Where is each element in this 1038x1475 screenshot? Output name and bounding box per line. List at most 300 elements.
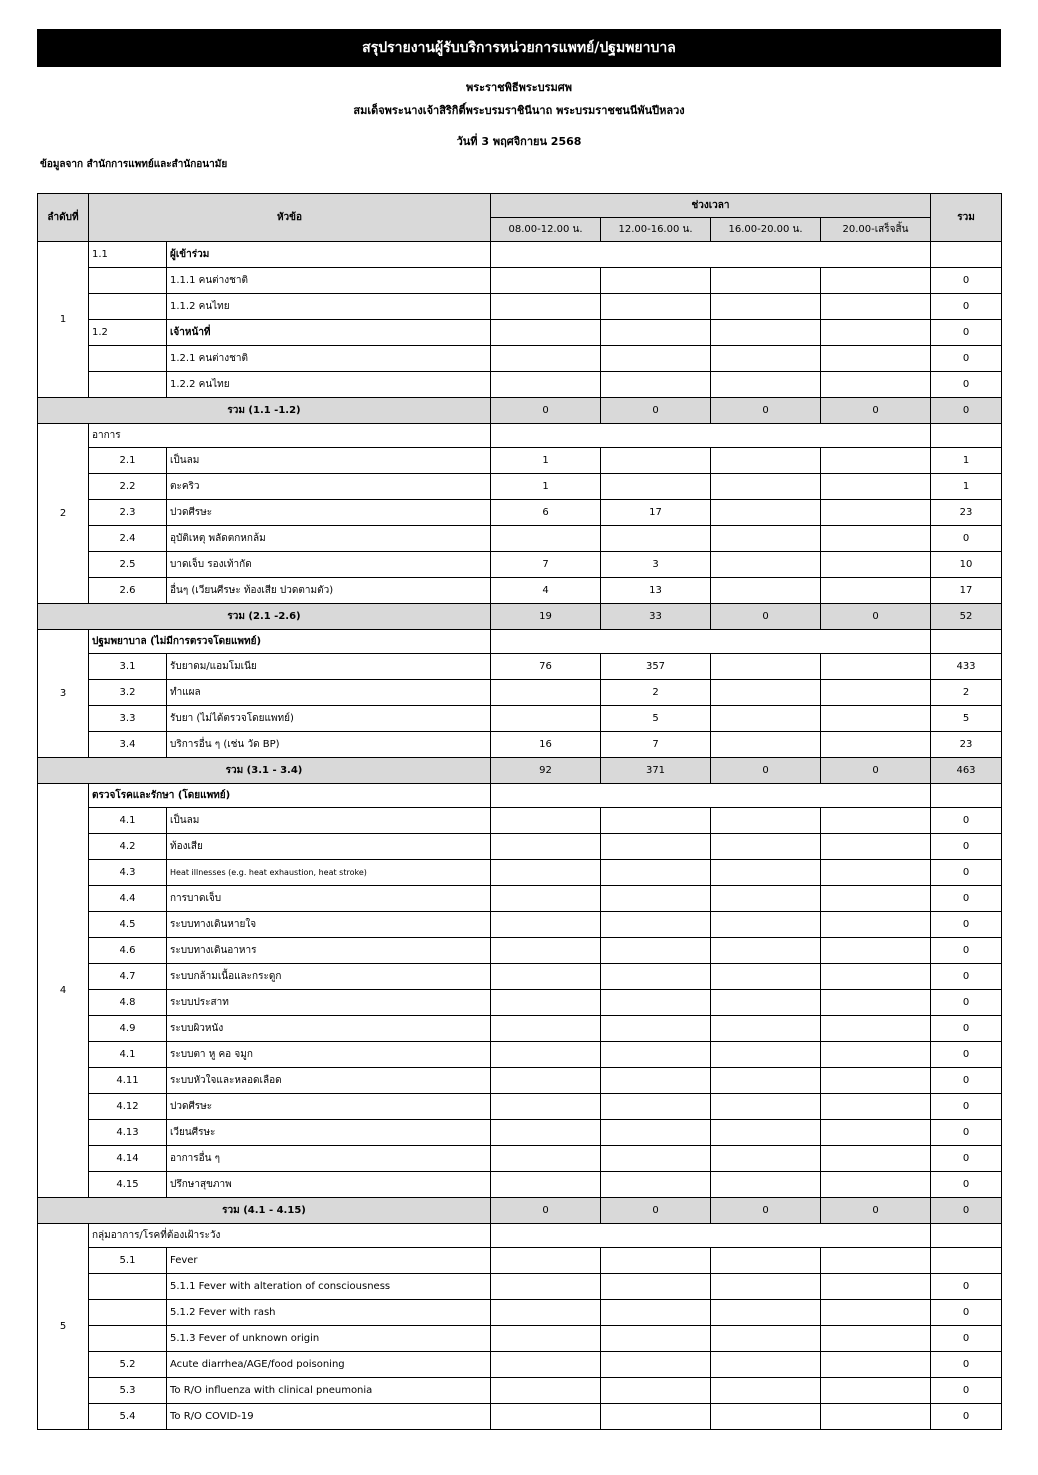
row-total: 0 bbox=[931, 320, 1002, 346]
row-total: 0 bbox=[931, 834, 1002, 860]
table-row bbox=[38, 990, 1002, 1016]
period-value bbox=[821, 1274, 931, 1300]
item-label: ตะคริว bbox=[167, 474, 491, 500]
item-code: 4.11 bbox=[89, 1068, 167, 1094]
row-total: 0 bbox=[931, 1146, 1002, 1172]
period-value bbox=[711, 320, 821, 346]
item-label: ระบบกล้ามเนื้อและกระดูก bbox=[167, 964, 491, 990]
item-label: เวียนศีรษะ bbox=[167, 1120, 491, 1146]
subtotal-value: 371 bbox=[601, 758, 711, 784]
period-value bbox=[711, 372, 821, 398]
period-value bbox=[821, 886, 931, 912]
period-value bbox=[601, 346, 711, 372]
row-total: 0 bbox=[931, 964, 1002, 990]
item-label: 5.1.1 Fever with alteration of consciousness bbox=[167, 1274, 491, 1300]
table-row bbox=[38, 474, 1002, 500]
section-heading: อาการ bbox=[89, 424, 491, 448]
item-code: 5.4 bbox=[89, 1404, 167, 1430]
period-value bbox=[601, 938, 711, 964]
period-value bbox=[821, 1378, 931, 1404]
col-header-total: รวม bbox=[931, 194, 1002, 242]
report-date: วันที่ 3 พฤศจิกายน 2568 bbox=[456, 135, 582, 148]
period-value bbox=[491, 938, 601, 964]
period-value bbox=[601, 320, 711, 346]
period-value bbox=[601, 886, 711, 912]
subtotal-label: รวม (3.1 - 3.4) bbox=[38, 758, 491, 784]
period-value bbox=[821, 1352, 931, 1378]
subtotal-total: 52 bbox=[931, 604, 1002, 630]
period-value bbox=[711, 1404, 821, 1430]
subtotal-total: 0 bbox=[931, 398, 1002, 424]
report-body bbox=[38, 242, 1002, 1430]
row-total: 0 bbox=[931, 1094, 1002, 1120]
period-value bbox=[601, 1378, 711, 1404]
item-label: 1.1.2 คนไทย bbox=[167, 294, 491, 320]
item-label: รับยา (ไม่ได้ตรวจโดยแพทย์) bbox=[167, 706, 491, 732]
period-value bbox=[601, 964, 711, 990]
subtotal-value: 0 bbox=[711, 398, 821, 424]
item-code: 2.6 bbox=[89, 578, 167, 604]
period-value bbox=[491, 346, 601, 372]
period-value bbox=[821, 294, 931, 320]
period-value bbox=[711, 834, 821, 860]
col-header-period-3: 16.00-20.00 น. bbox=[711, 218, 821, 242]
row-total: 0 bbox=[931, 1068, 1002, 1094]
table-row bbox=[38, 294, 1002, 320]
row-total: 0 bbox=[931, 938, 1002, 964]
section-heading-row bbox=[38, 1224, 1002, 1248]
item-code: 4.8 bbox=[89, 990, 167, 1016]
subtotal-value: 33 bbox=[601, 604, 711, 630]
period-value bbox=[491, 1094, 601, 1120]
period-value bbox=[821, 448, 931, 474]
row-total: 0 bbox=[931, 1326, 1002, 1352]
row-total: 0 bbox=[931, 1042, 1002, 1068]
period-value bbox=[601, 1094, 711, 1120]
row-total: 1 bbox=[931, 474, 1002, 500]
period-value bbox=[711, 1094, 821, 1120]
table-row bbox=[38, 346, 1002, 372]
period-value bbox=[711, 578, 821, 604]
period-value bbox=[711, 808, 821, 834]
item-code bbox=[89, 1326, 167, 1352]
period-value bbox=[711, 1068, 821, 1094]
period-value bbox=[711, 990, 821, 1016]
item-code: 1.2 bbox=[89, 320, 167, 346]
subtotal-value: 19 bbox=[491, 604, 601, 630]
period-value bbox=[711, 886, 821, 912]
period-value: 2 bbox=[601, 680, 711, 706]
table-row bbox=[38, 500, 1002, 526]
subtotal-value: 0 bbox=[821, 1198, 931, 1224]
period-value bbox=[821, 1248, 931, 1274]
table-row bbox=[38, 1120, 1002, 1146]
period-value: 6 bbox=[491, 500, 601, 526]
item-code: 4.7 bbox=[89, 964, 167, 990]
item-label: รับยาดม/แอมโมเนีย bbox=[167, 654, 491, 680]
table-row bbox=[38, 706, 1002, 732]
row-total: 0 bbox=[931, 808, 1002, 834]
row-total: 2 bbox=[931, 680, 1002, 706]
subtotal-total: 463 bbox=[931, 758, 1002, 784]
table-row bbox=[38, 268, 1002, 294]
row-total: 0 bbox=[931, 1404, 1002, 1430]
subtotal-label: รวม (1.1 -1.2) bbox=[38, 398, 491, 424]
item-code: 4.2 bbox=[89, 834, 167, 860]
row-total: 23 bbox=[931, 732, 1002, 758]
section-number: 1 bbox=[38, 242, 89, 398]
subtotal-row bbox=[38, 604, 1002, 630]
row-total: 0 bbox=[931, 268, 1002, 294]
period-value bbox=[711, 1120, 821, 1146]
item-label: บาดเจ็บ รองเท้ากัด bbox=[167, 552, 491, 578]
table-row bbox=[38, 886, 1002, 912]
subtotal-row bbox=[38, 398, 1002, 424]
total-cell bbox=[931, 784, 1002, 808]
period-value bbox=[491, 1404, 601, 1430]
table-row bbox=[38, 1094, 1002, 1120]
period-value: 5 bbox=[601, 706, 711, 732]
period-value bbox=[821, 1120, 931, 1146]
item-code: 4.9 bbox=[89, 1016, 167, 1042]
item-code: 4.12 bbox=[89, 1094, 167, 1120]
row-total: 0 bbox=[931, 346, 1002, 372]
item-code: 3.3 bbox=[89, 706, 167, 732]
period-value bbox=[601, 834, 711, 860]
subtotal-label: รวม (4.1 - 4.15) bbox=[38, 1198, 491, 1224]
period-value bbox=[491, 1352, 601, 1378]
period-value bbox=[821, 654, 931, 680]
period-value bbox=[491, 886, 601, 912]
subtotal-label: รวม (2.1 -2.6) bbox=[38, 604, 491, 630]
table-row bbox=[38, 1326, 1002, 1352]
period-merged-cell bbox=[491, 242, 931, 268]
item-code: 2.4 bbox=[89, 526, 167, 552]
row-total: 0 bbox=[931, 1300, 1002, 1326]
period-value: 4 bbox=[491, 578, 601, 604]
period-value bbox=[821, 1404, 931, 1430]
period-value bbox=[491, 1016, 601, 1042]
table-row bbox=[38, 938, 1002, 964]
period-value bbox=[601, 1120, 711, 1146]
period-value bbox=[601, 448, 711, 474]
item-label: ระบบผิวหนัง bbox=[167, 1016, 491, 1042]
item-code: 4.3 bbox=[89, 860, 167, 886]
table-row bbox=[38, 912, 1002, 938]
subtotal-value: 0 bbox=[821, 604, 931, 630]
period-value bbox=[491, 680, 601, 706]
subtotal-value: 0 bbox=[711, 1198, 821, 1224]
section-number: 4 bbox=[38, 784, 89, 1198]
table-row bbox=[38, 1274, 1002, 1300]
period-value bbox=[491, 294, 601, 320]
period-value bbox=[821, 1068, 931, 1094]
item-label: ท้องเสีย bbox=[167, 834, 491, 860]
item-label: เป็นลม bbox=[167, 808, 491, 834]
section-heading-row bbox=[38, 630, 1002, 654]
table-row bbox=[38, 1248, 1002, 1274]
section-heading: กลุ่มอาการ/โรคที่ต้องเฝ้าระวัง bbox=[89, 1224, 491, 1248]
table-row bbox=[38, 372, 1002, 398]
item-label: ระบบทางเดินอาหาร bbox=[167, 938, 491, 964]
period-value bbox=[711, 500, 821, 526]
period-value bbox=[821, 732, 931, 758]
item-code: 4.13 bbox=[89, 1120, 167, 1146]
period-value bbox=[601, 1068, 711, 1094]
subtotal-value: 0 bbox=[711, 758, 821, 784]
period-value bbox=[821, 500, 931, 526]
subtotal-value: 0 bbox=[711, 604, 821, 630]
item-label: ระบบหัวใจและหลอดเลือด bbox=[167, 1068, 491, 1094]
table-row bbox=[38, 732, 1002, 758]
period-value bbox=[491, 526, 601, 552]
table-row bbox=[38, 1300, 1002, 1326]
period-value bbox=[491, 1146, 601, 1172]
period-value bbox=[491, 1326, 601, 1352]
item-code: 3.1 bbox=[89, 654, 167, 680]
subtotal-value: 0 bbox=[601, 1198, 711, 1224]
col-header-period-2: 12.00-16.00 น. bbox=[601, 218, 711, 242]
period-value bbox=[601, 1352, 711, 1378]
row-total: 0 bbox=[931, 860, 1002, 886]
row-total: 0 bbox=[931, 1274, 1002, 1300]
period-value bbox=[821, 474, 931, 500]
period-value bbox=[491, 990, 601, 1016]
ceremony-name: พระราชพิธีพระบรมศพ bbox=[465, 81, 573, 94]
period-value bbox=[711, 860, 821, 886]
subtotal-value: 0 bbox=[821, 758, 931, 784]
item-label: ระบบตา หู คอ จมูก bbox=[167, 1042, 491, 1068]
item-label: ทำแผล bbox=[167, 680, 491, 706]
table-row bbox=[38, 808, 1002, 834]
period-value bbox=[601, 990, 711, 1016]
period-merged-cell bbox=[491, 784, 931, 808]
period-value bbox=[821, 808, 931, 834]
item-label: Acute diarrhea/AGE/food poisoning bbox=[167, 1352, 491, 1378]
period-value bbox=[491, 1042, 601, 1068]
item-label: ปวดศีรษะ bbox=[167, 500, 491, 526]
item-code: 5.1 bbox=[89, 1248, 167, 1274]
period-value: 3 bbox=[601, 552, 711, 578]
period-value bbox=[601, 1274, 711, 1300]
row-total: 0 bbox=[931, 372, 1002, 398]
row-total bbox=[931, 1248, 1002, 1274]
period-merged-cell bbox=[491, 1224, 931, 1248]
item-label: To R/O influenza with clinical pneumonia bbox=[167, 1378, 491, 1404]
period-value bbox=[491, 1068, 601, 1094]
period-value bbox=[491, 268, 601, 294]
period-value bbox=[821, 1146, 931, 1172]
row-total bbox=[931, 242, 1002, 268]
period-value: 7 bbox=[491, 552, 601, 578]
item-code: 4.5 bbox=[89, 912, 167, 938]
item-label: Heat illnesses (e.g. heat exhaustion, heat stroke) bbox=[167, 860, 491, 886]
period-value bbox=[711, 732, 821, 758]
row-total: 23 bbox=[931, 500, 1002, 526]
col-header-no: ลำดับที่ bbox=[38, 194, 89, 242]
subtotal-row bbox=[38, 758, 1002, 784]
section-heading-row bbox=[38, 424, 1002, 448]
period-value bbox=[601, 1326, 711, 1352]
col-header-period-4: 20.00-เสร็จสิ้น bbox=[821, 218, 931, 242]
period-value bbox=[601, 860, 711, 886]
row-total: 5 bbox=[931, 706, 1002, 732]
subtotal-value: 0 bbox=[491, 398, 601, 424]
period-value bbox=[601, 526, 711, 552]
period-value bbox=[711, 1326, 821, 1352]
table-row bbox=[38, 320, 1002, 346]
period-value: 76 bbox=[491, 654, 601, 680]
item-code: 2.5 bbox=[89, 552, 167, 578]
table-row bbox=[38, 552, 1002, 578]
row-total: 433 bbox=[931, 654, 1002, 680]
section-heading: ตรวจโรคและรักษา (โดยแพทย์) bbox=[89, 784, 491, 808]
table-row bbox=[38, 448, 1002, 474]
period-value bbox=[711, 680, 821, 706]
item-label: 5.1.3 Fever of unknown origin bbox=[167, 1326, 491, 1352]
table-row bbox=[38, 1146, 1002, 1172]
item-label: อาการอื่น ๆ bbox=[167, 1146, 491, 1172]
subtotal-value: 92 bbox=[491, 758, 601, 784]
item-label: Fever bbox=[167, 1248, 491, 1274]
item-code bbox=[89, 1274, 167, 1300]
row-total: 0 bbox=[931, 990, 1002, 1016]
item-code: 2.2 bbox=[89, 474, 167, 500]
subtotal-value: 0 bbox=[821, 398, 931, 424]
period-value bbox=[711, 706, 821, 732]
period-value bbox=[711, 552, 821, 578]
item-code: 4.1 bbox=[89, 1042, 167, 1068]
period-value bbox=[601, 1016, 711, 1042]
row-total: 0 bbox=[931, 886, 1002, 912]
period-value bbox=[491, 808, 601, 834]
item-label: บริการอื่น ๆ (เช่น วัด BP) bbox=[167, 732, 491, 758]
table-row bbox=[38, 1016, 1002, 1042]
period-value bbox=[711, 346, 821, 372]
period-value bbox=[711, 474, 821, 500]
table-row bbox=[38, 964, 1002, 990]
period-value bbox=[821, 526, 931, 552]
royal-name: สมเด็จพระนางเจ้าสิริกิติ์พระบรมราชินีนาถ พระบรมราชชนนีพันปีหลวง bbox=[353, 104, 685, 117]
section-number: 2 bbox=[38, 424, 89, 604]
row-total: 0 bbox=[931, 912, 1002, 938]
item-label: 5.1.2 Fever with rash bbox=[167, 1300, 491, 1326]
period-value bbox=[711, 1248, 821, 1274]
period-value bbox=[711, 1378, 821, 1404]
period-value bbox=[491, 860, 601, 886]
period-value bbox=[821, 990, 931, 1016]
period-value bbox=[821, 1094, 931, 1120]
period-value bbox=[711, 294, 821, 320]
period-value: 17 bbox=[601, 500, 711, 526]
item-code: 4.1 bbox=[89, 808, 167, 834]
item-label: ระบบทางเดินหายใจ bbox=[167, 912, 491, 938]
period-value bbox=[491, 1378, 601, 1404]
period-value: 16 bbox=[491, 732, 601, 758]
item-code: 5.3 bbox=[89, 1378, 167, 1404]
table-row bbox=[38, 1068, 1002, 1094]
item-label: อื่นๆ (เวียนศีรษะ ท้องเสีย ปวดตามตัว) bbox=[167, 578, 491, 604]
item-code: 5.2 bbox=[89, 1352, 167, 1378]
period-value bbox=[711, 1016, 821, 1042]
section-heading: ปฐมพยาบาล (ไม่มีการตรวจโดยแพทย์) bbox=[89, 630, 491, 654]
data-source: ข้อมูลจาก สำนักการแพทย์และสำนักอนามัย bbox=[40, 159, 228, 170]
period-value: 7 bbox=[601, 732, 711, 758]
row-total: 10 bbox=[931, 552, 1002, 578]
period-value bbox=[821, 860, 931, 886]
report-title: สรุปรายงานผู้รับบริการหน่วยการแพทย์/ปฐมพยาบาล bbox=[37, 29, 1001, 67]
table-row bbox=[38, 242, 1002, 268]
period-value bbox=[821, 938, 931, 964]
period-value bbox=[711, 1300, 821, 1326]
period-value bbox=[821, 912, 931, 938]
subtotal-value: 0 bbox=[491, 1198, 601, 1224]
period-value bbox=[821, 1326, 931, 1352]
total-cell bbox=[931, 630, 1002, 654]
period-merged-cell bbox=[491, 630, 931, 654]
period-value bbox=[601, 474, 711, 500]
item-label: การบาดเจ็บ bbox=[167, 886, 491, 912]
table-row bbox=[38, 1352, 1002, 1378]
period-value bbox=[601, 912, 711, 938]
period-value bbox=[601, 1300, 711, 1326]
period-value bbox=[821, 320, 931, 346]
item-code: 2.3 bbox=[89, 500, 167, 526]
period-value bbox=[491, 1274, 601, 1300]
period-value bbox=[601, 372, 711, 398]
item-label: 1.2.2 คนไทย bbox=[167, 372, 491, 398]
period-value bbox=[711, 938, 821, 964]
item-code: 4.4 bbox=[89, 886, 167, 912]
period-value bbox=[491, 1248, 601, 1274]
period-value bbox=[711, 964, 821, 990]
subtotal-value: 0 bbox=[601, 398, 711, 424]
period-value bbox=[821, 706, 931, 732]
item-code bbox=[89, 1300, 167, 1326]
period-merged-cell bbox=[491, 424, 931, 448]
period-value bbox=[711, 1274, 821, 1300]
table-row bbox=[38, 1404, 1002, 1430]
row-total: 0 bbox=[931, 526, 1002, 552]
item-code bbox=[89, 346, 167, 372]
table-row bbox=[38, 680, 1002, 706]
period-value bbox=[821, 372, 931, 398]
table-row bbox=[38, 526, 1002, 552]
item-code: 3.4 bbox=[89, 732, 167, 758]
period-value bbox=[711, 912, 821, 938]
period-value bbox=[491, 964, 601, 990]
item-label: ปรึกษาสุขภาพ bbox=[167, 1172, 491, 1198]
table-row bbox=[38, 1378, 1002, 1404]
period-value bbox=[711, 1146, 821, 1172]
item-label: To R/O COVID-19 bbox=[167, 1404, 491, 1430]
item-code: 4.14 bbox=[89, 1146, 167, 1172]
row-total: 0 bbox=[931, 1352, 1002, 1378]
period-value bbox=[821, 964, 931, 990]
period-value bbox=[491, 912, 601, 938]
item-label: ผู้เข้าร่วม bbox=[167, 242, 491, 268]
row-total: 0 bbox=[931, 1016, 1002, 1042]
report-table bbox=[37, 193, 1002, 1430]
period-value bbox=[491, 1172, 601, 1198]
period-value bbox=[601, 294, 711, 320]
col-header-period-1: 08.00-12.00 น. bbox=[491, 218, 601, 242]
period-value bbox=[601, 808, 711, 834]
period-value: 1 bbox=[491, 448, 601, 474]
total-cell bbox=[931, 1224, 1002, 1248]
row-total: 0 bbox=[931, 1120, 1002, 1146]
item-label: ปวดศีรษะ bbox=[167, 1094, 491, 1120]
